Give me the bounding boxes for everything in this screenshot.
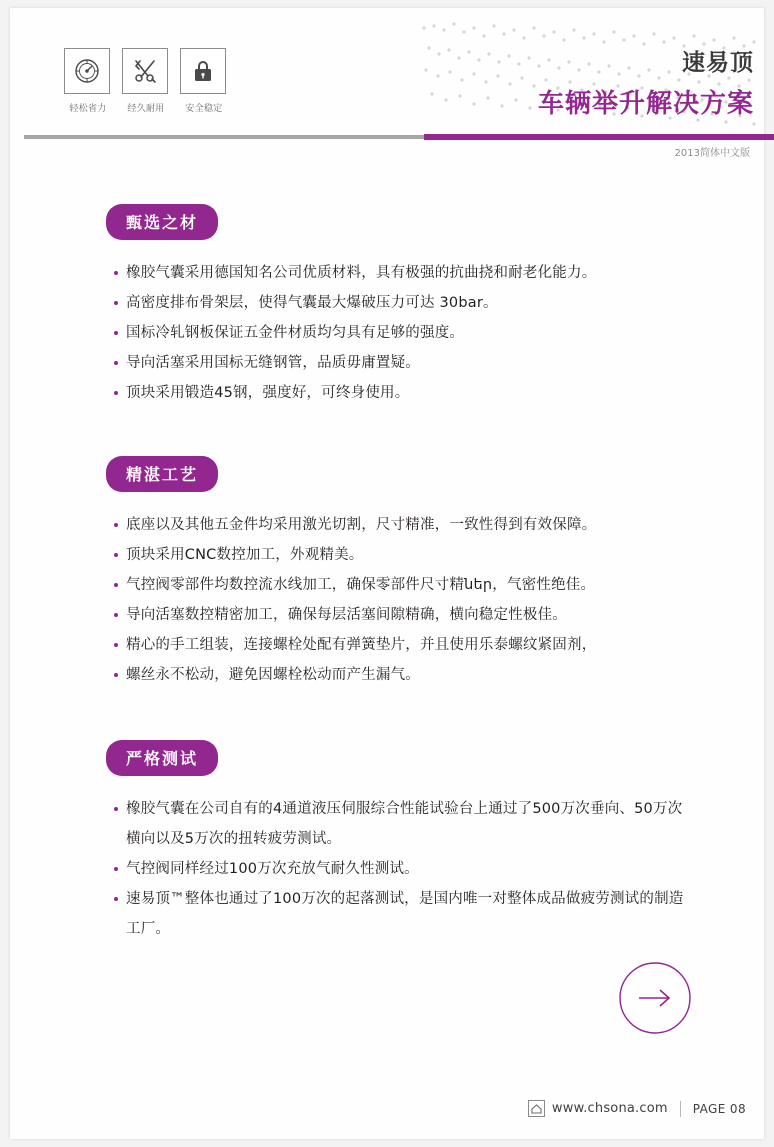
feature-icon-cell <box>122 48 170 114</box>
feature-icon-caption: 安全稳定 <box>185 104 223 114</box>
page-footer <box>10 1100 764 1117</box>
list-item: 顶块采用锻造45钢，强度好，可终身使用。 <box>10 378 764 408</box>
feature-icon-cell <box>64 48 112 114</box>
brand-block <box>538 44 754 120</box>
list-item: 导向活塞数控精密加工，确保每层活塞间隙精确，横向稳定性极佳。 <box>10 600 764 630</box>
section-craftsmanship <box>10 456 764 690</box>
feature-icon-caption: 经久耐用 <box>127 104 165 114</box>
feature-icon-cell <box>180 48 228 114</box>
page-sheet <box>10 8 764 1139</box>
list-item: 高密度排布骨架层，使得气囊最大爆破压力可达 30bar。 <box>10 288 764 318</box>
gauge-icon <box>64 48 110 94</box>
header-rule-grey <box>24 135 424 139</box>
header-rule <box>10 134 764 140</box>
list-item: 顶块采用CNC数控加工，外观精美。 <box>10 540 764 570</box>
list-item: 橡胶气囊采用德国知名公司优质材料，具有极强的抗曲挠和耐老化能力。 <box>10 258 764 288</box>
section-materials <box>10 204 764 408</box>
bullet-list <box>10 258 764 408</box>
feature-icons <box>64 48 228 114</box>
list-item: 底座以及其他五金件均采用激光切割，尺寸精准，一致性得到有效保障。 <box>10 510 764 540</box>
section-badge: 严格测试 <box>106 740 218 776</box>
website-link[interactable]: www.chsona.com <box>551 1101 668 1116</box>
section-badge: 精湛工艺 <box>106 456 218 492</box>
bullet-list <box>10 510 764 690</box>
list-item: 国标冷轧钢板保证五金件材质均匀具有足够的强度。 <box>10 318 764 348</box>
home-icon <box>528 1100 545 1117</box>
list-item: 螺丝永不松动，避免因螺栓松动而产生漏气。 <box>10 660 764 690</box>
edition-label: 2013简体中文版 <box>674 148 750 159</box>
section-gap <box>10 414 764 456</box>
header-rule-accent <box>424 134 774 140</box>
brand-name: 速易顶 <box>682 50 754 76</box>
lock-icon <box>180 48 226 94</box>
list-item: 气控阀同样经过100万次充放气耐久性测试。 <box>10 854 764 884</box>
page-header <box>10 8 764 159</box>
list-item: 橡胶气囊在公司自有的4通道液压伺服综合性能试验台上通过了500万次垂向、50万次横向以及5万次的扭转疲劳测试。 <box>10 794 764 854</box>
tools-icon <box>122 48 168 94</box>
list-item: 气控阀零部件均数控流水线加工，确保零部件尺寸精ներ，气密性绝佳。 <box>10 570 764 600</box>
brand-title: 车辆举升解决方案 <box>537 89 754 119</box>
section-gap <box>10 696 764 740</box>
footer-divider <box>680 1101 681 1117</box>
list-item: 导向活塞采用国标无缝钢管，品质毋庸置疑。 <box>10 348 764 378</box>
section-testing <box>10 740 764 944</box>
page-number: PAGE 08 <box>692 1101 746 1116</box>
next-page-arrow[interactable] <box>618 961 692 1035</box>
list-item: 精心的手工组装，连接螺栓处配有弹簧垫片，并且使用乐泰螺纹紧固剂， <box>10 630 764 660</box>
bullet-list <box>10 794 764 944</box>
section-badge: 甄选之材 <box>106 204 218 240</box>
page-content <box>10 204 764 950</box>
list-item: 速易顶™整体也通过了100万次的起落测试，是国内唯一对整体成品做疲劳测试的制造工厂。 <box>10 884 764 944</box>
feature-icon-caption: 轻松省力 <box>69 104 107 114</box>
